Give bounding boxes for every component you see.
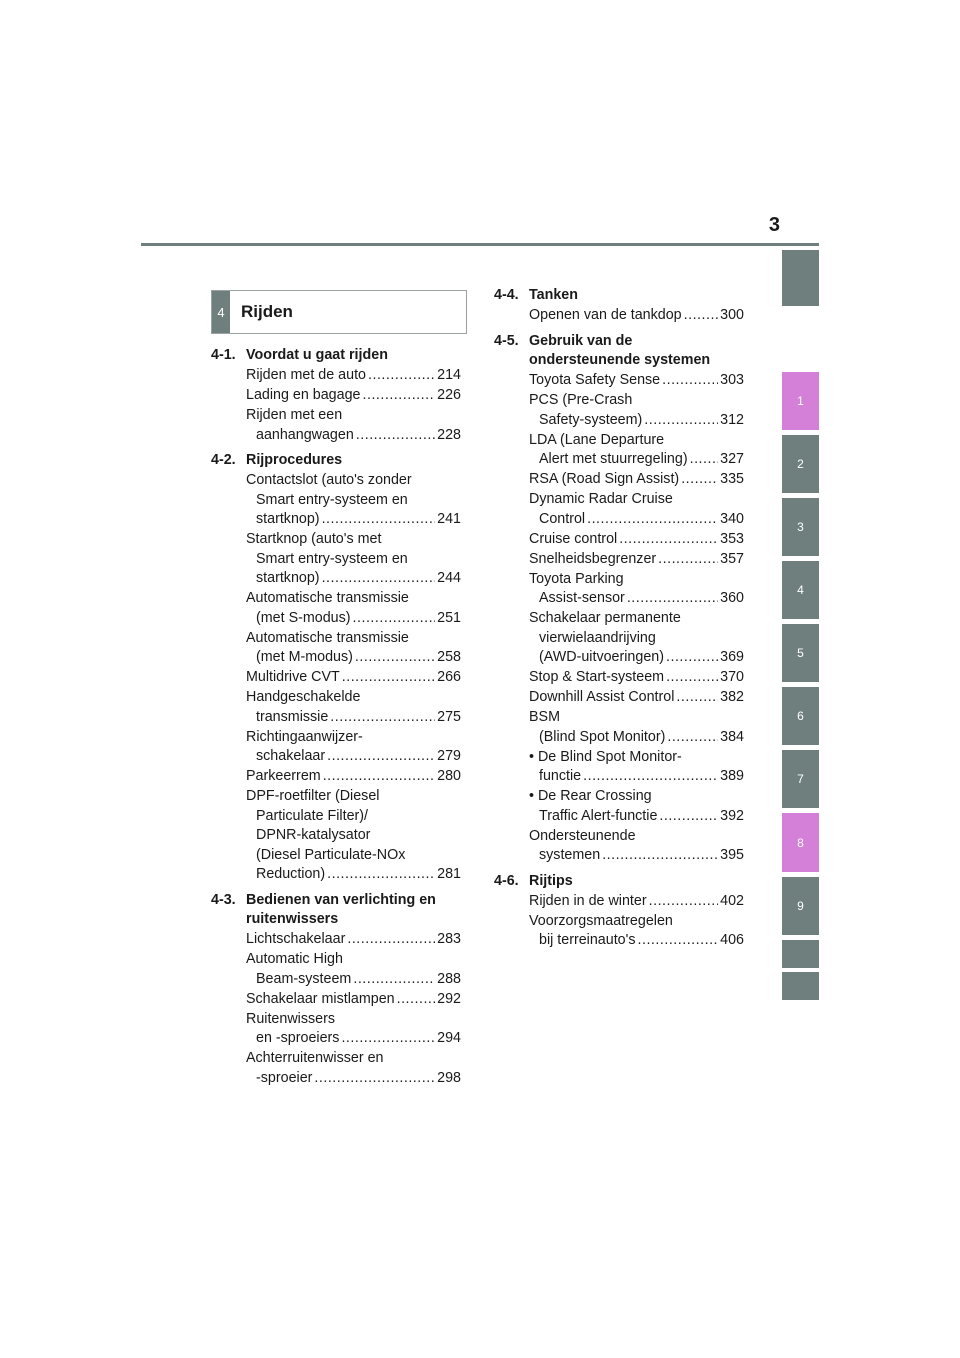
toc-entry-text: startknop) <box>256 511 320 527</box>
toc-page-number: 214 <box>437 367 461 383</box>
toc-entry[interactable] <box>211 990 461 1010</box>
toc-group-number: 4-6. <box>494 872 519 889</box>
toc-page-number: 226 <box>437 387 461 403</box>
toc-entry-text: Voorzorgsmaatregelen <box>529 912 673 929</box>
dot-leader <box>602 846 718 866</box>
toc-group-number: 4-2. <box>211 452 236 468</box>
toc-page-number: 244 <box>437 570 461 586</box>
dot-leader <box>322 510 436 530</box>
dot-leader <box>397 990 436 1010</box>
toc-entry-text: (Diesel Particulate-NOx <box>256 846 406 863</box>
toc-entry-text: Cruise control <box>529 530 618 547</box>
toc-page-number: 406 <box>720 932 744 948</box>
toc-entry[interactable] <box>494 827 744 866</box>
toc-entry[interactable] <box>211 406 461 445</box>
toc-entry-text: LDA (Lane Departure <box>529 431 665 448</box>
toc-group-title: Bedienen van verlichting en ruitenwissers <box>246 891 436 927</box>
toc-entry[interactable] <box>211 530 461 589</box>
toc-page-number: 370 <box>720 669 744 685</box>
toc-entry-text: • De Rear Crossing <box>529 788 652 804</box>
toc-entry[interactable] <box>211 1049 461 1088</box>
toc-entry-text: Assist-sensor <box>539 590 625 606</box>
dot-leader <box>583 767 718 787</box>
toc-entry[interactable] <box>494 391 744 430</box>
toc-entry-text: BSM <box>529 709 560 725</box>
toc-page-number: 300 <box>720 307 744 323</box>
toc-entry-text: DPF-roetfilter (Diesel <box>246 788 380 804</box>
toc-entry-text: Alert met stuurregeling) <box>539 451 688 467</box>
toc-entry[interactable] <box>494 530 744 550</box>
toc-entry-text: Automatic High <box>246 951 343 967</box>
toc-entry-text: Schakelaar permanente <box>529 610 681 626</box>
toc-entry-text: Handgeschakelde <box>246 689 361 705</box>
toc-page-number: 228 <box>437 426 461 443</box>
toc-entry[interactable] <box>211 471 461 530</box>
toc-entry[interactable] <box>494 570 744 609</box>
section-title: Rijden <box>241 302 293 321</box>
dot-leader <box>314 1069 435 1089</box>
toc-page-number: 353 <box>720 530 744 547</box>
toc-entry-text: Automatische transmissie <box>246 590 409 606</box>
dot-leader <box>681 470 718 490</box>
toc-page-number: 360 <box>720 590 744 606</box>
toc-entry-text: Ruitenwissers <box>246 1010 335 1027</box>
toc-entry-text: Beam-systeem <box>256 970 352 987</box>
toc-group-number: 4-3. <box>211 891 236 908</box>
page-number: 3 <box>768 214 780 236</box>
toc-page-number: 298 <box>437 1069 461 1086</box>
chapter-tab[interactable] <box>782 250 819 306</box>
toc-entry-text: Contactslot (auto's zonder <box>246 472 412 488</box>
dot-leader <box>649 892 719 912</box>
chapter-tab[interactable]: 9 <box>782 877 819 935</box>
toc-entry-text: (Blind Spot Monitor) <box>539 728 666 745</box>
toc-group-heading[interactable] <box>494 872 744 892</box>
toc-entry-text: functie <box>539 768 582 784</box>
toc-entry[interactable] <box>494 688 744 708</box>
toc-right-column <box>494 286 744 957</box>
toc-page-number: 402 <box>720 892 744 909</box>
toc-group <box>211 891 461 1089</box>
toc-entry-text: Toyota Safety Sense <box>529 372 661 388</box>
toc-entry-text: aanhangwagen <box>256 426 354 443</box>
toc-page-number: 283 <box>437 931 461 947</box>
dot-leader <box>353 609 436 629</box>
toc-entry-text: DPNR-katalysator <box>256 827 371 843</box>
toc-page-number: 392 <box>720 807 744 824</box>
chapter-tab[interactable]: 2 <box>782 435 819 493</box>
toc-entry-text: Stop & Start-systeem <box>529 669 665 685</box>
chapter-tab[interactable]: 5 <box>782 624 819 682</box>
toc-page-number: 258 <box>437 649 461 665</box>
toc-page-number: 395 <box>720 847 744 863</box>
toc-entry-text: Particulate Filter)/ <box>256 807 369 824</box>
toc-group-heading[interactable] <box>211 451 461 471</box>
dot-leader <box>638 931 719 951</box>
dot-leader <box>355 648 435 668</box>
toc-entry[interactable] <box>211 688 461 727</box>
toc-entry[interactable] <box>211 589 461 628</box>
toc-entry[interactable] <box>211 386 461 406</box>
dot-leader <box>330 708 435 728</box>
toc-entry[interactable] <box>211 787 461 885</box>
dot-leader <box>659 807 718 827</box>
toc-entry-text: Traffic Alert-functie <box>539 807 658 824</box>
toc-group-title: Rijprocedures <box>246 452 343 468</box>
toc-entry-text: Snelheidsbegrenzer <box>529 550 657 567</box>
dot-leader <box>667 728 718 748</box>
chapter-tab[interactable]: 8 <box>782 813 819 872</box>
toc-entry[interactable] <box>494 912 744 951</box>
dot-leader <box>327 747 435 767</box>
toc-page-number: 275 <box>437 708 461 725</box>
toc-entry-text: Richtingaanwijzer- <box>246 728 363 745</box>
toc-entry-text: Reduction) <box>256 866 326 882</box>
dot-leader <box>323 767 435 787</box>
toc-entry[interactable] <box>494 371 744 391</box>
dot-leader <box>368 366 435 386</box>
toc-entry[interactable] <box>211 629 461 668</box>
toc-entry-text: Control <box>539 510 586 527</box>
toc-entry-text: (AWD-uitvoeringen) <box>539 649 664 665</box>
toc-entry-text: Achterruitenwisser en <box>246 1050 384 1066</box>
toc-page-number: 303 <box>720 372 744 388</box>
dot-leader <box>684 306 719 326</box>
toc-group-title: Tanken <box>529 287 578 303</box>
chapter-tab[interactable]: 7 <box>782 750 819 808</box>
toc-group-number: 4-1. <box>211 347 236 363</box>
toc-entry-text: Downhill Assist Control <box>529 689 675 705</box>
toc-group <box>211 346 461 445</box>
dot-leader <box>690 450 719 470</box>
toc-entry[interactable] <box>494 431 744 470</box>
toc-entry-text: RSA (Road Sign Assist) <box>529 471 680 487</box>
toc-entry-text: Lading en bagage <box>246 387 361 403</box>
toc-entry-text: Multidrive CVT <box>246 669 340 685</box>
toc-page-number: 327 <box>720 451 744 467</box>
dot-leader <box>666 668 718 688</box>
toc-entry[interactable] <box>494 892 744 912</box>
chapter-tab[interactable]: 4 <box>782 561 819 619</box>
toc-page-number: 357 <box>720 550 744 567</box>
toc-entry-text: bij terreinauto's <box>539 932 636 948</box>
toc-entry[interactable] <box>211 366 461 386</box>
toc-entry[interactable] <box>494 550 744 570</box>
section-header <box>211 290 467 334</box>
toc-entry[interactable] <box>211 930 461 950</box>
toc-entry-text: Automatische transmissie <box>246 629 409 646</box>
toc-entry-text: PCS (Pre-Crash <box>529 392 633 408</box>
toc-entry-text: Startknop (auto's met <box>246 531 382 547</box>
toc-entry-text: Smart entry-systeem en <box>256 491 408 508</box>
toc-group <box>494 332 744 866</box>
chapter-tab[interactable]: 6 <box>782 687 819 745</box>
toc-group <box>211 451 461 885</box>
toc-page-number: 251 <box>437 609 461 626</box>
toc-entry-text: schakelaar <box>256 748 326 764</box>
toc-page-number: 312 <box>720 411 744 428</box>
toc-entry-text: Parkeerrem <box>246 768 321 784</box>
toc-page-number: 288 <box>437 970 461 987</box>
toc-entry-text: Safety-systeem) <box>539 411 643 428</box>
dot-leader <box>658 550 718 570</box>
dot-leader <box>341 1029 435 1049</box>
toc-page-number: 384 <box>720 728 744 745</box>
toc-entry-text: Dynamic Radar Cruise <box>529 491 673 507</box>
toc-entry-text: Ondersteunende <box>529 827 636 844</box>
toc-group-title: Voordat u gaat rijden <box>246 347 388 363</box>
toc-entry[interactable] <box>211 668 461 688</box>
toc-page-number: 335 <box>720 471 744 487</box>
toc-entry[interactable] <box>211 950 461 989</box>
toc-page-number: 280 <box>437 768 461 784</box>
toc-entry[interactable] <box>494 668 744 688</box>
toc-entry-text: Rijden met de auto <box>246 367 367 383</box>
toc-page-number: 294 <box>437 1030 461 1046</box>
toc-group-heading[interactable] <box>494 286 744 306</box>
dot-leader <box>587 510 718 530</box>
toc-page-number: 389 <box>720 768 744 784</box>
toc-entry-text: vierwielaandrijving <box>539 629 656 646</box>
toc-group-number: 4-5. <box>494 332 519 349</box>
toc-entry[interactable] <box>494 748 744 787</box>
dot-leader <box>353 970 435 990</box>
toc-entry-text: (met M-modus) <box>256 649 353 665</box>
toc-entry-text: Openen van de tankdop <box>529 307 682 323</box>
toc-entry[interactable] <box>494 787 744 826</box>
toc-page-number: 382 <box>720 689 744 705</box>
toc-entry[interactable] <box>211 728 461 767</box>
toc-entry[interactable] <box>494 490 744 529</box>
toc-entry-text: Lichtschakelaar <box>246 931 346 947</box>
toc-page-number: 340 <box>720 510 744 527</box>
toc-group-heading[interactable] <box>494 332 744 371</box>
toc-page-number: 279 <box>437 748 461 764</box>
toc-entry-text: Rijden in de winter <box>529 892 647 909</box>
dot-leader <box>676 688 718 708</box>
toc-entry[interactable] <box>211 1010 461 1049</box>
toc-group-number: 4-4. <box>494 287 519 303</box>
toc-left-column <box>211 346 461 1094</box>
toc-entry[interactable] <box>494 708 744 747</box>
toc-page-number: 281 <box>437 866 461 882</box>
dot-leader <box>666 648 718 668</box>
toc-group-heading[interactable] <box>211 891 461 930</box>
toc-entry[interactable] <box>494 470 744 490</box>
chapter-tab[interactable] <box>782 972 819 1000</box>
chapter-tab[interactable]: 3 <box>782 498 819 556</box>
dot-leader <box>627 589 718 609</box>
dot-leader <box>662 371 718 391</box>
dot-leader <box>644 411 718 431</box>
header-rule <box>141 243 819 246</box>
toc-page-number: 292 <box>437 990 461 1007</box>
toc-entry[interactable] <box>494 609 744 668</box>
toc-group-heading[interactable] <box>211 346 461 366</box>
dot-leader <box>322 569 436 589</box>
dot-leader <box>347 930 435 950</box>
toc-entry-text: en -sproeiers <box>256 1030 340 1046</box>
dot-leader <box>619 530 718 550</box>
toc-entry-text: -sproeier <box>256 1069 313 1086</box>
toc-group <box>494 286 744 326</box>
toc-group <box>494 872 744 951</box>
dot-leader <box>356 426 435 446</box>
chapter-tab[interactable] <box>782 940 819 968</box>
toc-entry-text: • De Blind Spot Monitor- <box>529 748 682 765</box>
toc-entry-text: transmissie <box>256 708 329 725</box>
toc-page-number: 369 <box>720 649 744 665</box>
toc-entry-text: Toyota Parking <box>529 570 624 587</box>
toc-entry-text: Schakelaar mistlampen <box>246 990 395 1007</box>
section-number: 4 <box>212 291 230 333</box>
dot-leader <box>363 386 436 406</box>
toc-page-number: 241 <box>437 511 461 527</box>
toc-group-title: Rijtips <box>529 872 573 889</box>
dot-leader <box>327 865 435 885</box>
toc-entry-text: Smart entry-systeem en <box>256 550 408 567</box>
toc-group-title: Gebruik van de ondersteunende systemen <box>529 332 711 368</box>
toc-entry-text: Rijden met een <box>246 407 343 423</box>
toc-page-number: 266 <box>437 669 461 685</box>
dot-leader <box>342 668 435 688</box>
chapter-tab[interactable]: 1 <box>782 372 819 430</box>
toc-entry-text: (met S-modus) <box>256 609 351 626</box>
toc-entry[interactable] <box>494 306 744 326</box>
toc-entry-text: startknop) <box>256 570 320 586</box>
toc-entry-text: systemen <box>539 847 601 863</box>
toc-entry[interactable] <box>211 767 461 787</box>
